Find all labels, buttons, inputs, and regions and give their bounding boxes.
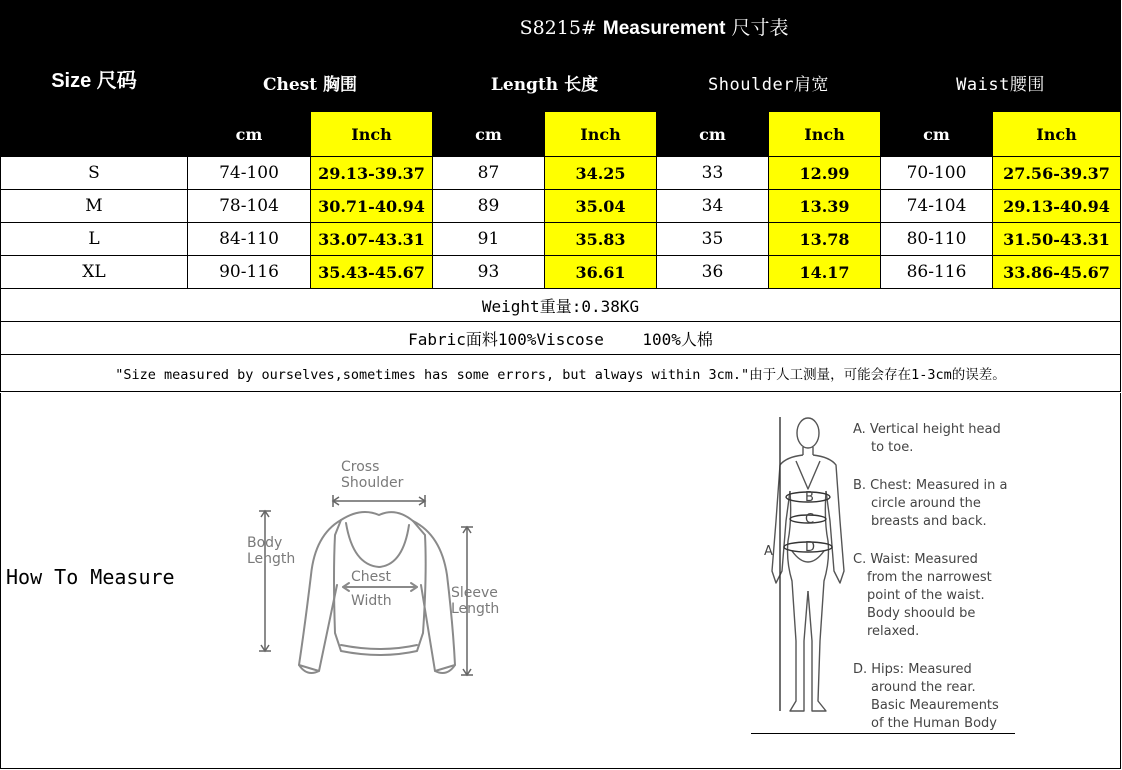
length-inch-cell: 36.61	[545, 256, 657, 289]
garment-diagram	[241, 455, 511, 695]
group-length: Length 长度	[433, 53, 657, 112]
group-waist: Waist腰围	[881, 53, 1121, 112]
title-code: S8215#	[519, 17, 597, 39]
group-chest: Chest 胸围	[188, 53, 433, 112]
chest-cm-cell: 78-104	[188, 190, 311, 223]
shoulder-inch-cell: 13.78	[769, 223, 881, 256]
body-letter-c: C	[805, 512, 815, 527]
measurement-note: "Size measured by ourselves,sometimes has some errors, but always within 3cm."由于人工测量，可能会存在1-3cm的误差。	[1, 355, 1121, 392]
cross-shoulder-label-1: Cross	[341, 459, 380, 475]
note-line: relaxed.	[867, 624, 920, 639]
note-line: to toe.	[871, 440, 914, 455]
length-cm-cell: 89	[433, 190, 545, 223]
chest-inch-cell: 30.71-40.94	[311, 190, 433, 223]
body-letter-d: D	[805, 540, 816, 555]
chest-cm-cell: 90-116	[188, 256, 311, 289]
length-inch-cell: 35.04	[545, 190, 657, 223]
title-text: Measurement	[602, 18, 726, 39]
unit-cm: cm	[188, 112, 311, 157]
note-line: breasts and back.	[871, 514, 987, 529]
waist-cm-cell: 86-116	[881, 256, 993, 289]
chest-cm-cell: 74-100	[188, 157, 311, 190]
shoulder-cm-cell: 35	[657, 223, 769, 256]
table-row	[1, 256, 1121, 289]
length-inch-cell: 35.83	[545, 223, 657, 256]
table-row	[1, 157, 1121, 190]
shoulder-inch-cell: 12.99	[769, 157, 881, 190]
chest-width-label-1: Chest	[351, 569, 392, 585]
unit-inch: Inch	[769, 112, 881, 157]
body-letter-a: A	[764, 544, 773, 559]
body-letter-b: B	[805, 490, 814, 505]
note-line: Body shoould be	[867, 606, 976, 621]
length-inch-cell: 34.25	[545, 157, 657, 190]
fabric-row: Fabric面料100%Viscose 100%人棉	[1, 322, 1121, 355]
unit-cm: cm	[433, 112, 545, 157]
unit-inch: Inch	[311, 112, 433, 157]
unit-inch: Inch	[545, 112, 657, 157]
length-cm-cell: 87	[433, 157, 545, 190]
size-header: Size 尺码	[1, 1, 188, 157]
waist-inch-cell: 29.13-40.94	[993, 190, 1121, 223]
sleeve-length-label-1: Sleeve	[451, 585, 498, 601]
body-measurement-notes	[849, 413, 1021, 738]
unit-cm: cm	[657, 112, 769, 157]
size-cell: M	[1, 190, 188, 223]
chest-inch-cell: 33.07-43.31	[311, 223, 433, 256]
note-line: of the Human Body	[871, 716, 997, 731]
table-title	[188, 1, 1121, 53]
note-line: C. Waist: Measured	[853, 552, 978, 567]
note-line: D. Hips: Measured	[853, 662, 972, 677]
waist-inch-cell: 33.86-45.67	[993, 256, 1121, 289]
waist-cm-cell: 80-110	[881, 223, 993, 256]
note-line: Basic Meaurements	[871, 698, 999, 713]
waist-cm-cell: 74-104	[881, 190, 993, 223]
length-cm-cell: 91	[433, 223, 545, 256]
size-cell: S	[1, 157, 188, 190]
note-line: around the rear.	[871, 680, 976, 695]
table-row	[1, 223, 1121, 256]
title-cn: 尺寸表	[731, 17, 789, 39]
group-shoulder: Shoulder肩宽	[657, 53, 881, 112]
size-cell: L	[1, 223, 188, 256]
note-line: A. Vertical height head	[853, 422, 1001, 437]
shoulder-cm-cell: 33	[657, 157, 769, 190]
waist-inch-cell: 27.56-39.37	[993, 157, 1121, 190]
divider-line	[751, 733, 1015, 734]
unit-inch: Inch	[993, 112, 1121, 157]
chest-inch-cell: 29.13-39.37	[311, 157, 433, 190]
shoulder-cm-cell: 36	[657, 256, 769, 289]
note-line: circle around the	[871, 496, 981, 511]
table-row	[1, 190, 1121, 223]
body-length-label-1: Body	[247, 535, 283, 551]
size-cell: XL	[1, 256, 188, 289]
how-to-measure-section	[0, 393, 1121, 769]
chest-width-label-2: Width	[351, 593, 392, 609]
shoulder-inch-cell: 14.17	[769, 256, 881, 289]
cross-shoulder-label-2: Shoulder	[341, 475, 404, 491]
waist-cm-cell: 70-100	[881, 157, 993, 190]
weight-row: Weight重量:0.38KG	[1, 289, 1121, 322]
chest-inch-cell: 35.43-45.67	[311, 256, 433, 289]
note-line: point of the waist.	[867, 588, 985, 603]
chest-cm-cell: 84-110	[188, 223, 311, 256]
body-length-label-2: Length	[247, 551, 296, 567]
how-to-measure-heading: How To Measure	[6, 565, 175, 589]
shoulder-inch-cell: 13.39	[769, 190, 881, 223]
shoulder-cm-cell: 34	[657, 190, 769, 223]
note-line: B. Chest: Measured in a	[853, 478, 1008, 493]
waist-inch-cell: 31.50-43.31	[993, 223, 1121, 256]
length-cm-cell: 93	[433, 256, 545, 289]
sleeve-length-label-2: Length	[451, 601, 500, 617]
body-figure-diagram	[756, 411, 856, 723]
note-line: from the narrowest	[867, 570, 992, 585]
unit-cm: cm	[881, 112, 993, 157]
